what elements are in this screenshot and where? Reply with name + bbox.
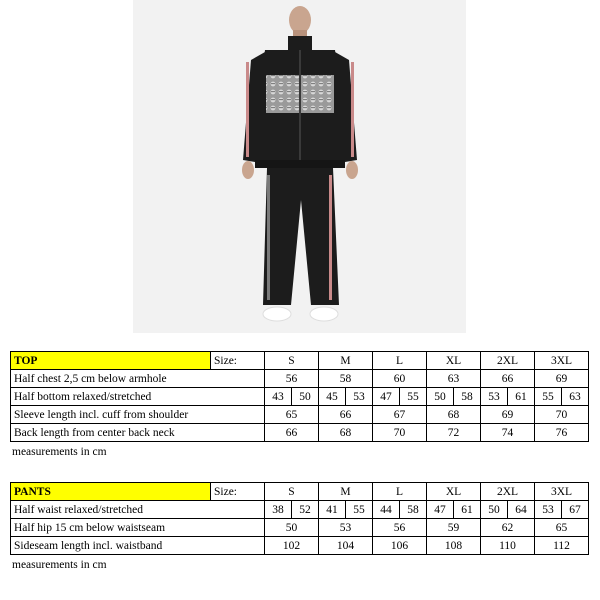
model-illustration xyxy=(133,0,466,333)
measurement-label: Half waist relaxed/stretched xyxy=(11,501,265,519)
table-row xyxy=(11,424,589,442)
measurement-value: 58 xyxy=(454,388,481,406)
table-row xyxy=(11,501,589,519)
measurement-value: 104 xyxy=(319,537,373,555)
measurement-value: 61 xyxy=(508,388,535,406)
top-size-header: XL xyxy=(427,352,481,370)
pants-size-header: L xyxy=(373,483,427,501)
measurement-value: 65 xyxy=(265,406,319,424)
measurement-value: 70 xyxy=(535,406,589,424)
measurement-value: 58 xyxy=(400,501,427,519)
measurement-value: 67 xyxy=(562,501,589,519)
measurement-label: Half hip 15 cm below waistseam xyxy=(11,519,265,537)
measurement-value: 68 xyxy=(319,424,373,442)
table-row xyxy=(11,406,589,424)
pants-size-header: M xyxy=(319,483,373,501)
measurement-value: 50 xyxy=(265,519,319,537)
measurement-value: 60 xyxy=(373,370,427,388)
measurement-value: 55 xyxy=(346,501,373,519)
measurement-value: 69 xyxy=(481,406,535,424)
top-size-header: M xyxy=(319,352,373,370)
measurement-value: 70 xyxy=(373,424,427,442)
measurement-value: 66 xyxy=(319,406,373,424)
measurement-label: Half chest 2,5 cm below armhole xyxy=(11,370,265,388)
measurement-value: 76 xyxy=(535,424,589,442)
product-photo xyxy=(133,0,466,333)
table-row xyxy=(11,519,589,537)
measurement-value: 50 xyxy=(292,388,319,406)
measurement-value: 44 xyxy=(373,501,400,519)
pants-size-header: 3XL xyxy=(535,483,589,501)
top-header-row xyxy=(11,352,589,370)
pants-size-label: Size: xyxy=(211,483,265,501)
measurement-value: 52 xyxy=(292,501,319,519)
top-size-label: Size: xyxy=(211,352,265,370)
measurement-value: 58 xyxy=(319,370,373,388)
measurement-value: 108 xyxy=(427,537,481,555)
measurement-value: 72 xyxy=(427,424,481,442)
measurement-label: Sideseam length incl. waistband xyxy=(11,537,265,555)
measurement-value: 43 xyxy=(265,388,292,406)
measurement-value: 102 xyxy=(265,537,319,555)
measurement-label: Back length from center back neck xyxy=(11,424,265,442)
measurement-value: 53 xyxy=(481,388,508,406)
pants-size-table xyxy=(10,482,589,555)
pants-section-title: PANTS xyxy=(11,483,211,501)
measurement-value: 64 xyxy=(508,501,535,519)
table-row xyxy=(11,370,589,388)
measurement-value: 59 xyxy=(427,519,481,537)
measurement-value: 53 xyxy=(319,519,373,537)
top-size-header: L xyxy=(373,352,427,370)
measurement-value: 55 xyxy=(400,388,427,406)
measurement-value: 53 xyxy=(346,388,373,406)
pants-measurements-note: measurements in cm xyxy=(12,559,107,571)
measurement-value: 50 xyxy=(427,388,454,406)
measurement-value: 69 xyxy=(535,370,589,388)
measurement-value: 62 xyxy=(481,519,535,537)
measurement-value: 63 xyxy=(562,388,589,406)
pants-size-header: 2XL xyxy=(481,483,535,501)
table-row xyxy=(11,388,589,406)
table-row xyxy=(11,537,589,555)
measurement-value: 53 xyxy=(535,501,562,519)
top-size-header: S xyxy=(265,352,319,370)
top-size-header: 3XL xyxy=(535,352,589,370)
measurement-value: 55 xyxy=(535,388,562,406)
pants-header-row xyxy=(11,483,589,501)
measurement-value: 41 xyxy=(319,501,346,519)
measurement-label: Half bottom relaxed/stretched xyxy=(11,388,265,406)
measurement-value: 66 xyxy=(481,370,535,388)
measurement-value: 47 xyxy=(427,501,454,519)
measurement-value: 65 xyxy=(535,519,589,537)
measurement-value: 56 xyxy=(265,370,319,388)
top-measurements-note: measurements in cm xyxy=(12,446,107,458)
measurement-value: 66 xyxy=(265,424,319,442)
measurement-value: 47 xyxy=(373,388,400,406)
top-size-header: 2XL xyxy=(481,352,535,370)
top-section-title: TOP xyxy=(11,352,211,370)
measurement-label: Sleeve length incl. cuff from shoulder xyxy=(11,406,265,424)
measurement-value: 38 xyxy=(265,501,292,519)
measurement-value: 106 xyxy=(373,537,427,555)
measurement-value: 74 xyxy=(481,424,535,442)
measurement-value: 112 xyxy=(535,537,589,555)
top-size-table xyxy=(10,351,589,442)
measurement-value: 63 xyxy=(427,370,481,388)
measurement-value: 68 xyxy=(427,406,481,424)
measurement-value: 110 xyxy=(481,537,535,555)
measurement-value: 45 xyxy=(319,388,346,406)
pants-size-header: XL xyxy=(427,483,481,501)
measurement-value: 50 xyxy=(481,501,508,519)
measurement-value: 67 xyxy=(373,406,427,424)
measurement-value: 56 xyxy=(373,519,427,537)
measurement-value: 61 xyxy=(454,501,481,519)
pants-size-header: S xyxy=(265,483,319,501)
